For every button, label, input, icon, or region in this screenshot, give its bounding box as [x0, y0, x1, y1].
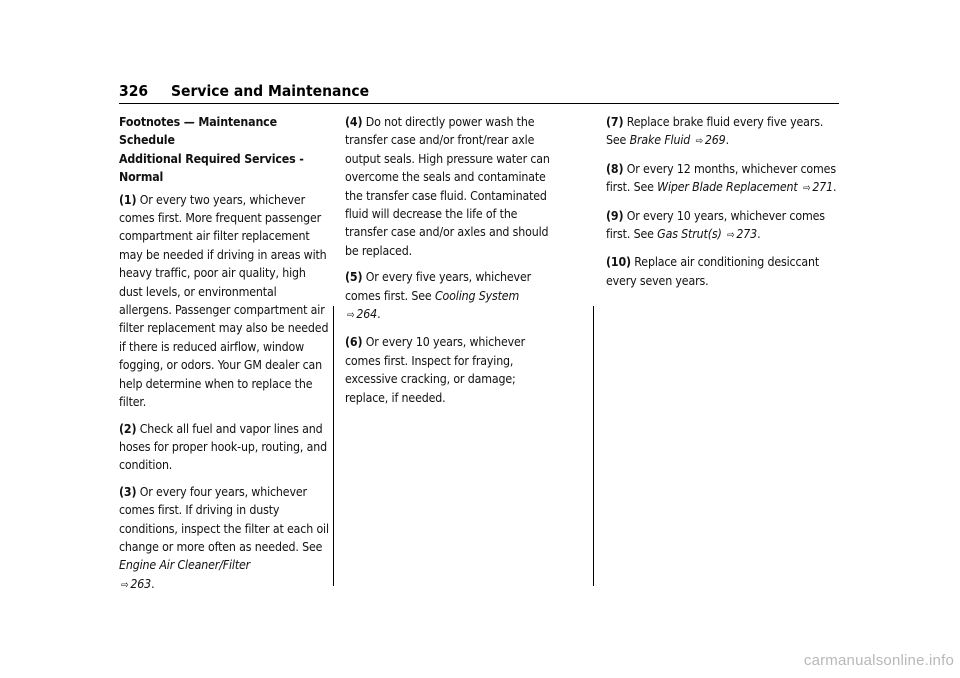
- footnote-2: (2) Check all fuel and vapor lines and hoses for proper hook-up, routing, and condition.: [119, 421, 327, 473]
- column-3: [606, 113, 838, 298]
- column-2: [345, 113, 555, 415]
- xref-link[interactable]: Brake Fluid: [629, 133, 691, 148]
- page-number: 326: [119, 82, 149, 100]
- footnote-1: (1) Or every two years, whichever comes first. More frequent passenger compartment air filter replacement may be needed if driving in areas with heavy traffic, poor air quality, high dust levels, or environmental allergens. Passenger compartment air filter replacement may also be needed if there is reduced airflow, window fogging, or odors. Your GM dealer can help determine when to replace the filter.: [119, 192, 329, 410]
- footnote-9: (9) Or every 10 years, whichever comes first. See Gas Strut(s) ⇨ 273.: [606, 208, 825, 242]
- page-header: [119, 80, 839, 104]
- xref-arrow-icon: ⇨: [695, 136, 703, 148]
- column-divider: [593, 306, 594, 586]
- footnote-5: (5) Or every five years, whichever comes first. See Cooling System ⇨ 264.: [345, 270, 532, 322]
- xref-page[interactable]: 273: [736, 227, 758, 242]
- xref-link[interactable]: Cooling System: [434, 288, 520, 303]
- footnote-4: (4) Do not directly power wash the transfer case and/or front/rear axle output seals. High pressure water can overcome the seals and contaminate the transfer case fluid. Contaminated fluid will decrease the life of the transfer case and/or axles and should be replaced.: [345, 115, 550, 258]
- footnote-3: (3) Or every four years, whichever comes first. If driving in dusty conditions, inspect the filter at each oil change or more often as needed. See Engine Air Cleaner/Filter ⇨ 263.: [119, 484, 329, 591]
- xref-arrow-icon: ⇨: [121, 579, 129, 591]
- footnote-10: (10) Replace air conditioning desiccant every seven years.: [606, 255, 820, 288]
- column-1: [119, 113, 329, 603]
- xref-link[interactable]: Wiper Blade Replacement: [657, 180, 798, 195]
- xref-page[interactable]: 269: [704, 133, 726, 148]
- xref-arrow-icon: ⇨: [347, 310, 355, 322]
- xref-page[interactable]: 264: [356, 307, 378, 322]
- column-divider: [333, 306, 334, 586]
- xref-page[interactable]: 263: [130, 576, 152, 591]
- footnote-7: (7) Replace brake fluid every five years. See Brake Fluid ⇨ 269.: [606, 115, 824, 148]
- section-title: Service and Maintenance: [171, 82, 370, 100]
- footnote-6: (6) Or every 10 years, whichever comes first. Inspect for fraying, excessive cracking, or damage; replace, if needed.: [345, 335, 526, 405]
- xref-arrow-icon: ⇨: [727, 230, 735, 242]
- xref-link[interactable]: Gas Strut(s): [657, 227, 722, 242]
- xref-arrow-icon: ⇨: [802, 183, 811, 195]
- xref-page[interactable]: 271: [812, 180, 834, 195]
- footnote-8: (8) Or every 12 months, whichever comes first. See Wiper Blade Replacement ⇨ 271.: [606, 161, 837, 195]
- footnotes-heading: Footnotes — Maintenance Schedule Additional Required Services - Normal: [119, 115, 304, 185]
- watermark: carmanualsonline.info: [803, 652, 954, 669]
- xref-link[interactable]: Engine Air Cleaner/Filter: [119, 558, 251, 573]
